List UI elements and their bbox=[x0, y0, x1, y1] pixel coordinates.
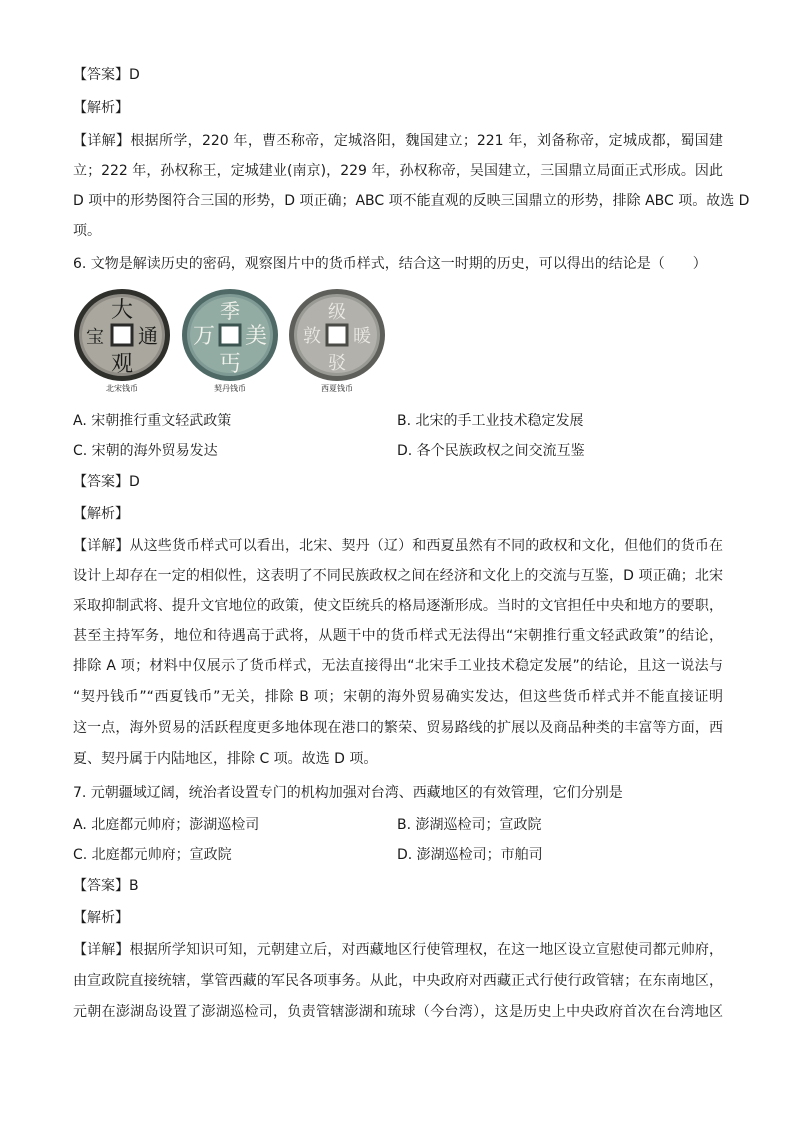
coin-label: 契丹钱币 bbox=[214, 384, 246, 393]
coin-char: 丐 bbox=[218, 352, 242, 377]
q7-option-c: C. 北庭都元帅府；宣政院 bbox=[73, 847, 232, 863]
q7-option-a: A. 北庭都元帅府；澎湖巡检司 bbox=[73, 817, 260, 833]
q6-detail-line: 夏、契丹属于内陆地区，排除 C 项。故选 D 项。 bbox=[73, 751, 378, 767]
q7-option-b: B. 澎湖巡检司；宣政院 bbox=[397, 817, 542, 833]
q6-detail-line: 排除 A 项；材料中仅展示了货币样式，无法直接得出“北宋手工业技术稳定发展”的结论，且这一说法与 bbox=[73, 658, 723, 674]
q7-stem: 7. 元朝疆域辽阔，统治者设置专门的机构加强对台湾、西藏地区的有效管理，它们分别是 bbox=[73, 785, 623, 801]
q7-answer: 【答案】B bbox=[73, 878, 139, 894]
coin-char: 大 bbox=[110, 298, 134, 323]
q6-detail-line: “契丹钱币”“西夏钱币”无关，排除 B 项；宋朝的海外贸易确实发达，但这些货币样式并不能直接证明 bbox=[73, 689, 723, 705]
q7-analysis-heading: 【解析】 bbox=[73, 910, 129, 926]
q6-detail-line: 【详解】从这些货币样式可以看出，北宋、契丹（辽）和西夏虽然有不同的政权和文化，但他们的货币在 bbox=[73, 538, 723, 554]
coin-label: 北宋钱币 bbox=[106, 384, 138, 393]
q5-detail-line: 【详解】根据所学，220 年，曹丕称帝，定城洛阳，魏国建立；221 年，刘备称帝，定城成都，蜀国建 bbox=[73, 133, 723, 149]
coin-char: 万 bbox=[192, 324, 216, 349]
coin-char: 级 bbox=[328, 302, 346, 323]
q6-detail-line: 设计上却存在一定的相似性，这表明了不同民族政权之间在经济和文化上的交流与互鉴，D 项正确；北宋 bbox=[73, 568, 723, 584]
northern-song-coin-icon bbox=[72, 287, 176, 383]
coin-char: 美 bbox=[244, 324, 268, 349]
q6-stem: 6. 文物是解读历史的密码，观察图片中的货币样式，结合这一时期的历史，可以得出的结论是（ ） bbox=[73, 256, 707, 272]
coin-char: 宝 bbox=[86, 327, 104, 348]
q6-detail-line: 甚至主持军务，地位和待遇高于武将，从题干中的货币样式无法得出“宋朝推行重文轻武政策”的结论， bbox=[73, 628, 723, 644]
q5-detail-line: 立；222 年，孙权称王，定城建业(南京)，229 年，孙权称帝，吴国建立，三国鼎立局面正式形成。因此 bbox=[73, 163, 723, 179]
coin-char: 驳 bbox=[328, 353, 346, 374]
q6-answer: 【答案】D bbox=[73, 474, 140, 490]
coin-label: 西夏钱币 bbox=[321, 384, 353, 393]
q7-detail-line: 由宣政院直接统辖，掌管西藏的军民各项事务。从此，中央政府对西藏正式行使行政管辖；在东南地区， bbox=[73, 973, 723, 989]
q5-detail-line: 项。 bbox=[73, 223, 101, 239]
coin-char: 敦 bbox=[303, 326, 321, 347]
q6-analysis-heading: 【解析】 bbox=[73, 506, 129, 522]
q5-analysis-heading: 【解析】 bbox=[73, 100, 129, 116]
q6-detail-line: 采取抑制武将、提升文官地位的政策，使文臣统兵的格局逐渐形成。当时的文官担任中央和地方的要职， bbox=[73, 598, 723, 614]
coin-char: 通 bbox=[138, 324, 158, 348]
coin-char: 观 bbox=[110, 352, 134, 377]
coin-char: 季 bbox=[220, 299, 240, 323]
q5-detail-line: D 项中的形势图符合三国的形势，D 项正确；ABC 项不能直观的反映三国鼎立的形势，排除 ABC 项。故选 D bbox=[73, 193, 750, 209]
q6-option-b: B. 北宋的手工业技术稳定发展 bbox=[397, 413, 584, 429]
q6-option-a: A. 宋朝推行重文轻武政策 bbox=[73, 413, 232, 429]
q7-option-d: D. 澎湖巡检司；市舶司 bbox=[397, 847, 543, 863]
q7-detail-line: 【详解】根据所学知识可知，元朝建立后，对西藏地区行使管理权，在这一地区设立宣慰使司都元帅府， bbox=[73, 942, 723, 958]
coin-char: 暖 bbox=[353, 326, 371, 347]
q6-detail-line: 这一点，海外贸易的活跃程度更多地体现在港口的繁荣、贸易路线的扩展以及商品种类的丰富等方面，西 bbox=[73, 720, 723, 736]
q6-option-c: C. 宋朝的海外贸易发达 bbox=[73, 443, 218, 459]
q7-detail-line: 元朝在澎湖岛设置了澎湖巡检司，负责管辖澎湖和琉球（今台湾），这是历史上中央政府首次在台湾地区 bbox=[73, 1004, 723, 1020]
q5-answer: 【答案】D bbox=[73, 67, 140, 83]
q6-option-d: D. 各个民族政权之间交流互鉴 bbox=[397, 443, 585, 459]
western-xia-coin-icon bbox=[287, 287, 391, 383]
khitan-coin-icon bbox=[180, 287, 284, 383]
